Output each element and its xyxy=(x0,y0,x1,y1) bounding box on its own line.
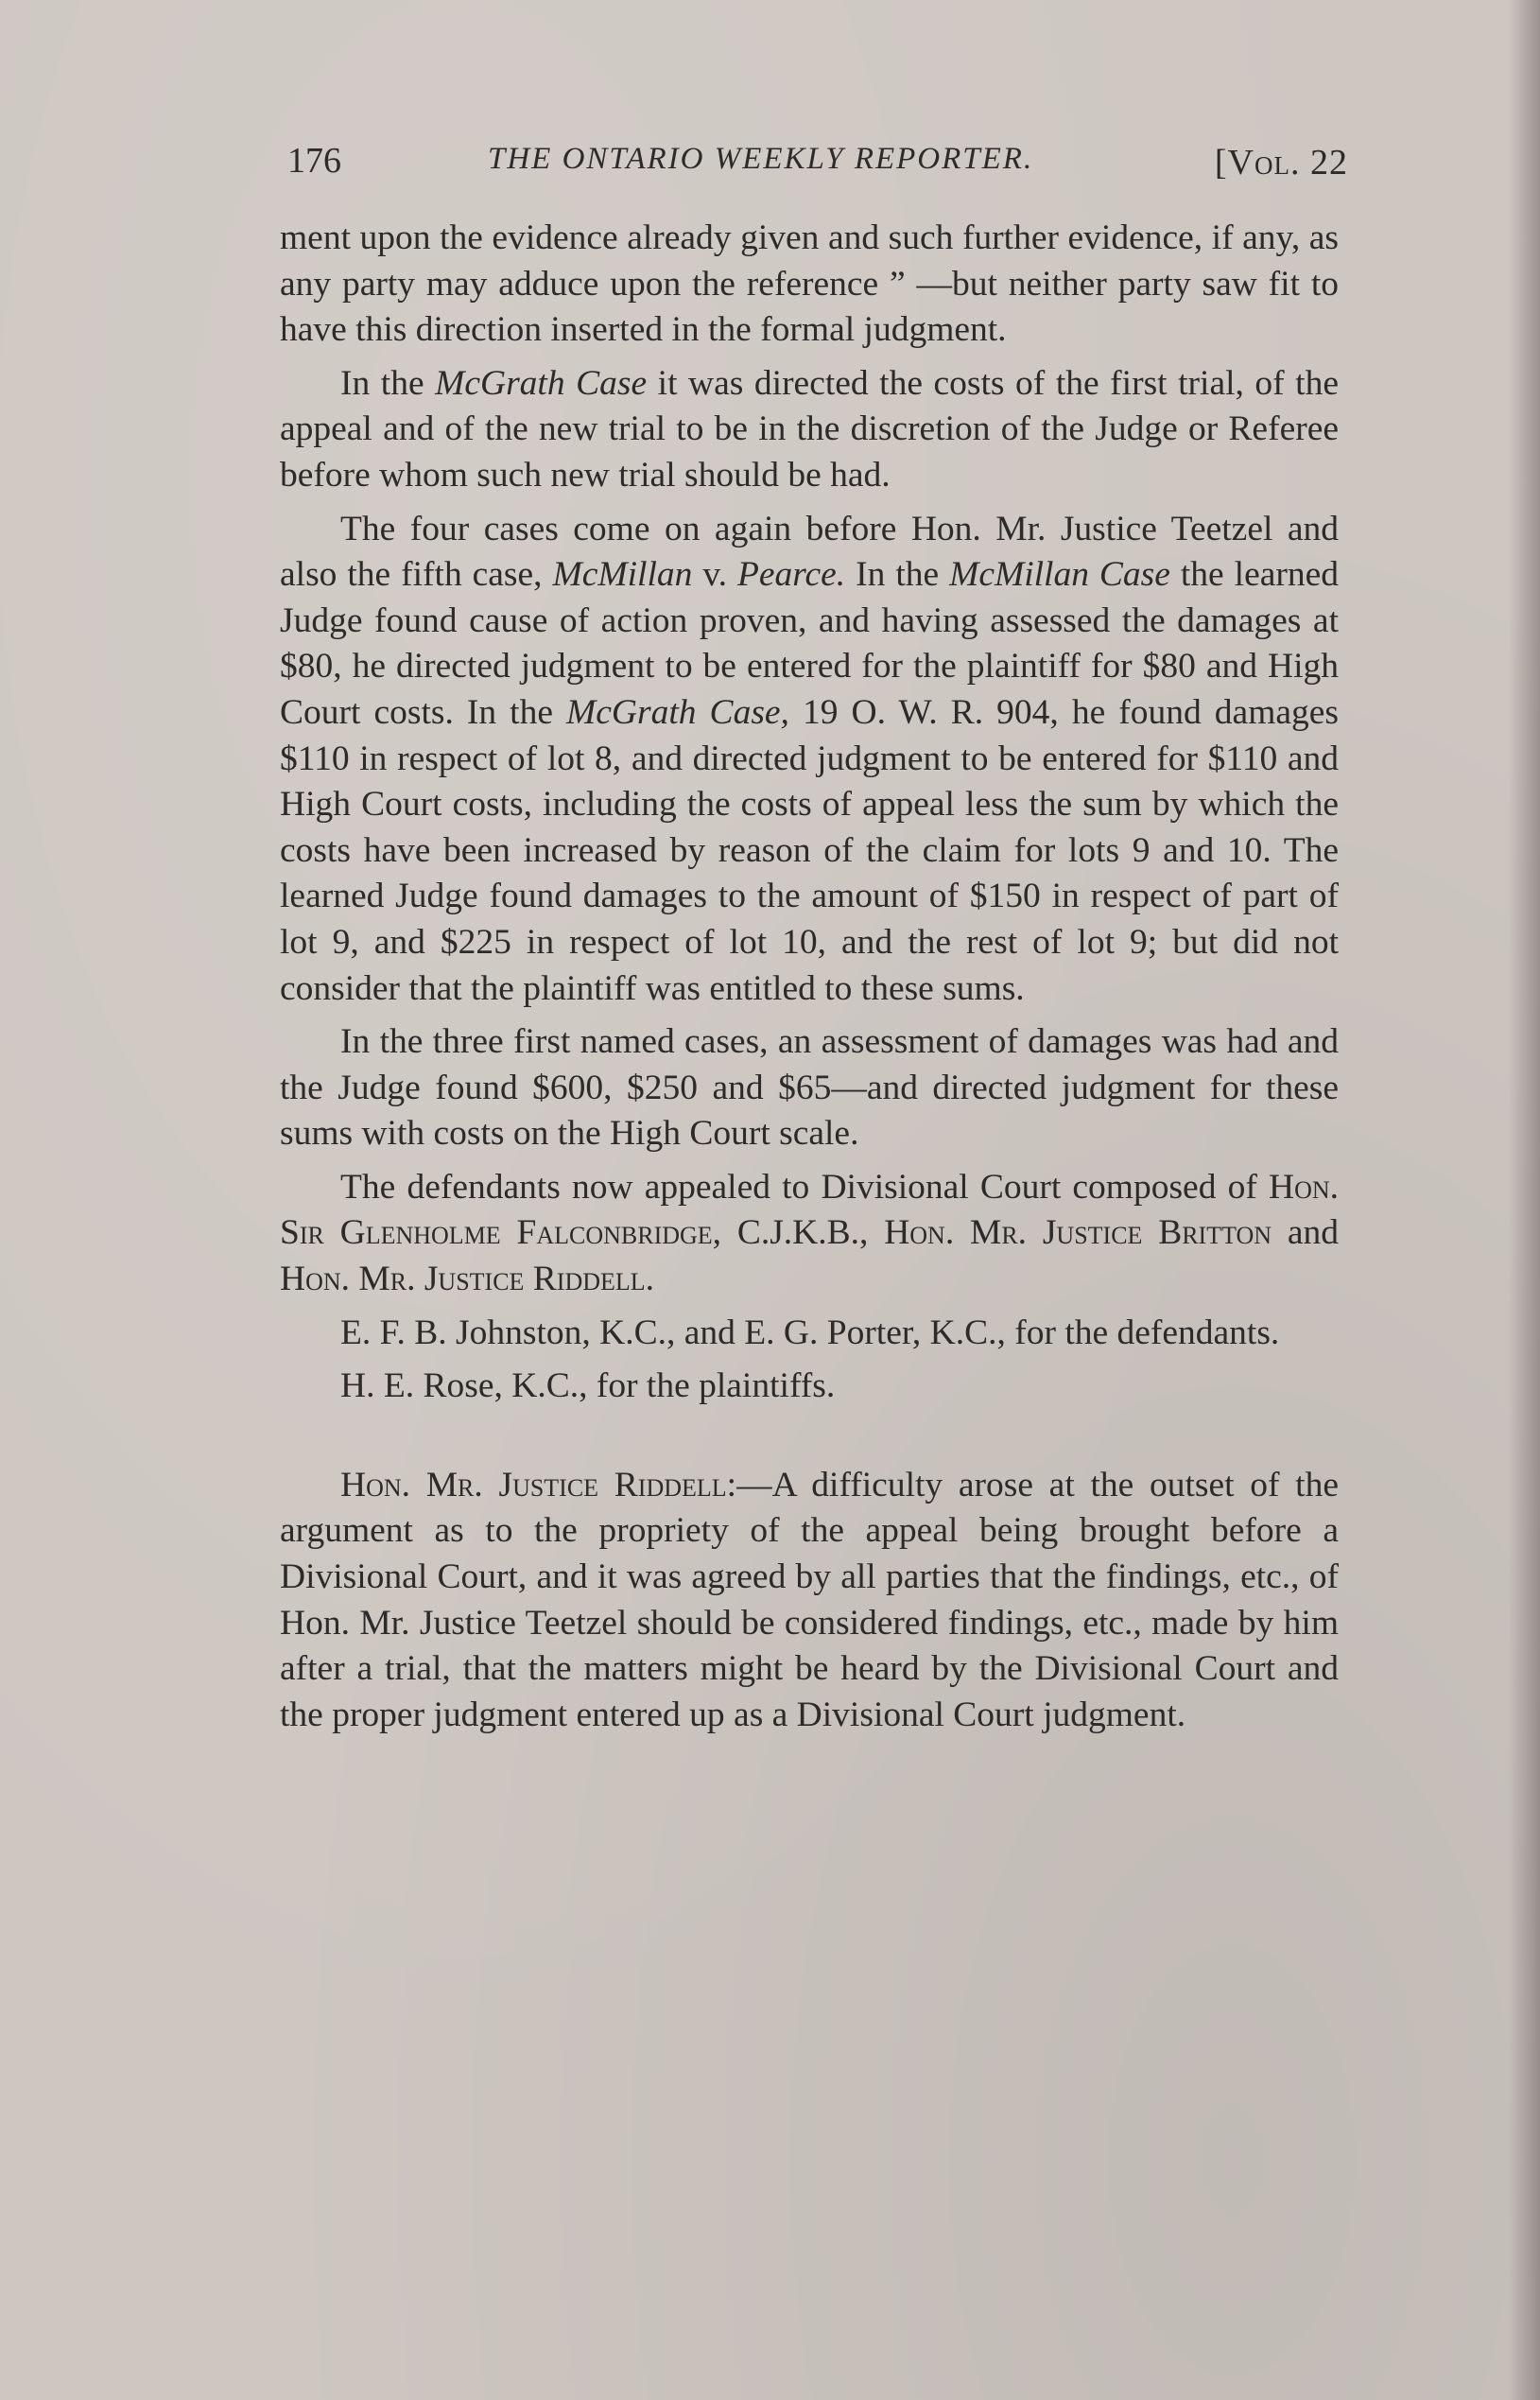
text-segment: and xyxy=(1272,1213,1339,1253)
text-segment: McGrath Case xyxy=(435,363,648,403)
text-segment: In the xyxy=(845,555,950,595)
paragraph-mcgrath-costs xyxy=(280,361,1339,499)
text-segment: Pearce. xyxy=(737,555,846,595)
text-segment: the learned Judge found cause of action proven, and having assessed the damages at $80, he directed judgment to be entered for the plaintiff for $80 and High Court costs. In the xyxy=(280,555,1339,732)
text-segment: it was directed the costs of the first trial, of the appeal and of the new trial to be in the discretion of the Judge or Referee before whom such new trial should be had. xyxy=(280,363,1339,495)
text-segment: In the xyxy=(340,363,436,403)
text-segment: McMillan Case xyxy=(949,555,1170,595)
section-gap xyxy=(280,1417,1339,1463)
text-segment: The four cases come on again before Hon. Mr. Justice Teetzel and also the fifth case, xyxy=(280,509,1339,595)
text-segment: Hon. Mr. Justice Britton xyxy=(884,1213,1272,1253)
paragraph-counsel-defendants xyxy=(280,1311,1339,1357)
paragraph-assessment xyxy=(280,1019,1339,1157)
paragraph-counsel-plaintiffs xyxy=(280,1364,1339,1410)
text-segment: H. E. Rose, K.C., for the plaintiffs. xyxy=(340,1366,836,1406)
text-segment: Hon. Mr. Justice Riddell. xyxy=(280,1260,655,1299)
volume-label: [Vol. 22 xyxy=(1214,143,1348,183)
paragraph-continuation xyxy=(280,216,1339,354)
text-segment: In the three first named cases, an assessment of damages was had and the Judge found $600, $250 and $65—and directed judgment for these sums with costs on the High Court scale. xyxy=(280,1022,1339,1154)
text-segment: v. xyxy=(692,555,737,595)
text-segment: Hon. Sir Glenholme Falconbridge, xyxy=(280,1167,1339,1253)
text-segment: Hon. Mr. Justice Riddell xyxy=(340,1465,727,1504)
body-text xyxy=(280,216,1339,1746)
text-segment: C.J.K.B., xyxy=(721,1213,885,1253)
text-segment: 19 O. W. R. 904, he found damages $110 in respect of lot 8, and directed judgment to be entered for $110 and High Court costs, including the costs of appeal less the sum by which the costs have been increased by reason of the claim for lots 9 and 10. The learned Judge found damages to the amount of $150 in respect of part of lot 9, and $225 in respect of lot 10, and the rest of lot 9; but did not consider that the plaintiff was entitled to these sums. xyxy=(280,692,1339,1008)
page-number: 176 xyxy=(287,141,341,181)
text-segment: McMillan xyxy=(552,555,693,595)
text-segment: The defendants now appealed to Divisional Court composed of xyxy=(340,1167,1269,1207)
text-segment: :—A difficulty arose at the outset of the argument as to the propriety of the appeal being brought before a Divisional Court, and it was agreed by all parties that the findings, etc., of Hon. Mr. Justice Teetzel should be considered findings, etc., made by him after a trial, that the matters might be heard by the Divisional Court and the proper judgment entered up as a Divisional Court judgment. xyxy=(280,1465,1339,1734)
text-segment: ment upon the evidence already given and such further evidence, if any, as any party may adduce upon the reference ” —but neither party saw fit to have this direction inserted in the formal judgment. xyxy=(280,218,1339,350)
running-title: THE ONTARIO WEEKLY REPORTER. xyxy=(488,142,1034,176)
running-header xyxy=(287,140,1348,187)
paragraph-appeal-court xyxy=(280,1165,1339,1303)
text-segment: E. F. B. Johnston, K.C., and E. G. Porter, K.C., for the defendants. xyxy=(340,1313,1280,1352)
page-edge-shadow xyxy=(1508,0,1540,2400)
paragraph-judgment xyxy=(280,1463,1339,1739)
paragraph-four-cases xyxy=(280,507,1339,1013)
text-segment: McGrath Case, xyxy=(566,692,789,732)
